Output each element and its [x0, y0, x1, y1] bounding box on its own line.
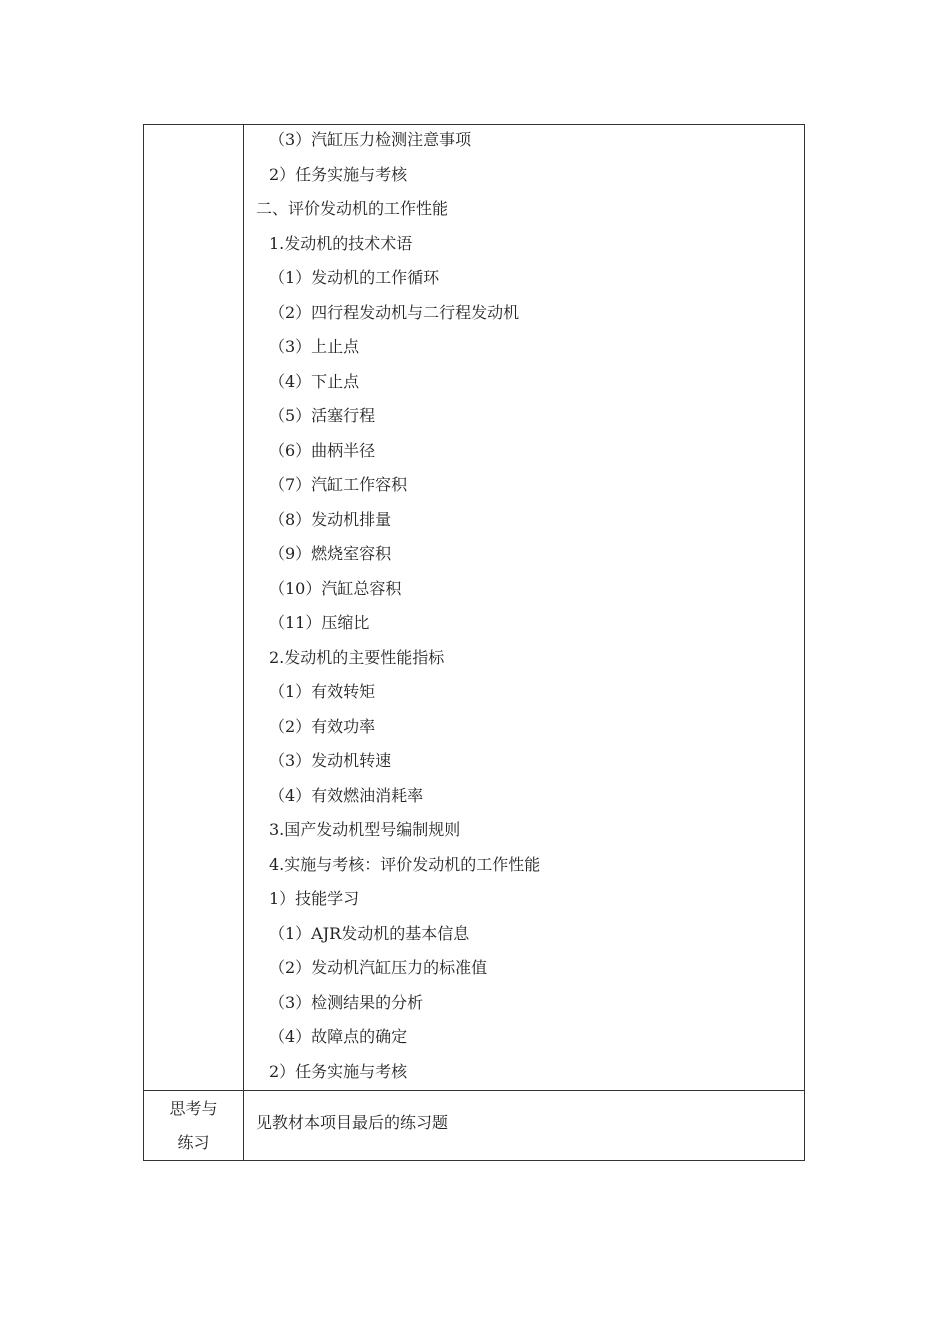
content-line: 1）技能学习: [269, 889, 360, 908]
content-line: （7）汽缸工作容积: [269, 475, 408, 494]
content-line: （3）上止点: [269, 337, 360, 356]
content-line: （2）发动机汽缸压力的标准值: [269, 958, 488, 977]
content-line: （4）有效燃油消耗率: [269, 785, 424, 805]
document-table: [143, 124, 805, 1161]
content-line: 2）任务实施与考核: [269, 164, 408, 184]
content-cell: [244, 125, 804, 1091]
content-line: （5）活塞行程: [269, 406, 376, 425]
content-line: （8）发动机排量: [269, 509, 392, 529]
content-line: （2）有效功率: [269, 716, 376, 736]
content-line: （1）AJR发动机的基本信息: [269, 923, 470, 943]
content-line: 2）任务实施与考核: [269, 1061, 408, 1081]
content-line: （3）发动机转速: [269, 751, 392, 770]
exercise-content-cell: [244, 1091, 804, 1151]
content-line: （1）发动机的工作循环: [269, 268, 440, 287]
content-line: （4）故障点的确定: [269, 1027, 408, 1046]
exercise-label-line1: 思考与: [169, 1099, 218, 1118]
content-line: （3）检测结果的分析: [269, 992, 424, 1012]
exercise-label-cell: [144, 1091, 243, 1161]
content-line: （4）下止点: [269, 371, 360, 391]
content-line: （6）曲柄半径: [269, 440, 376, 460]
exercise-content-text: 见教材本项目最后的练习题: [256, 1112, 449, 1132]
content-line: （2）四行程发动机与二行程发动机: [269, 302, 520, 322]
content-line: （9）燃烧室容积: [269, 544, 392, 563]
content-line: 3.国产发动机型号编制规则: [269, 820, 461, 839]
content-line: （11）压缩比: [269, 613, 370, 632]
content-line: （10）汽缸总容积: [269, 578, 402, 598]
content-line: 2.发动机的主要性能指标: [269, 647, 445, 667]
content-line: （1）有效转矩: [269, 682, 376, 701]
content-line: 1.发动机的技术术语: [269, 233, 413, 253]
content-line: 4.实施与考核：评价发动机的工作性能: [269, 854, 541, 874]
content-line: （3）汽缸压力检测注意事项: [269, 130, 472, 149]
content-line: 二、评价发动机的工作性能: [256, 199, 449, 218]
exercise-label-line2: 练习: [177, 1133, 210, 1152]
